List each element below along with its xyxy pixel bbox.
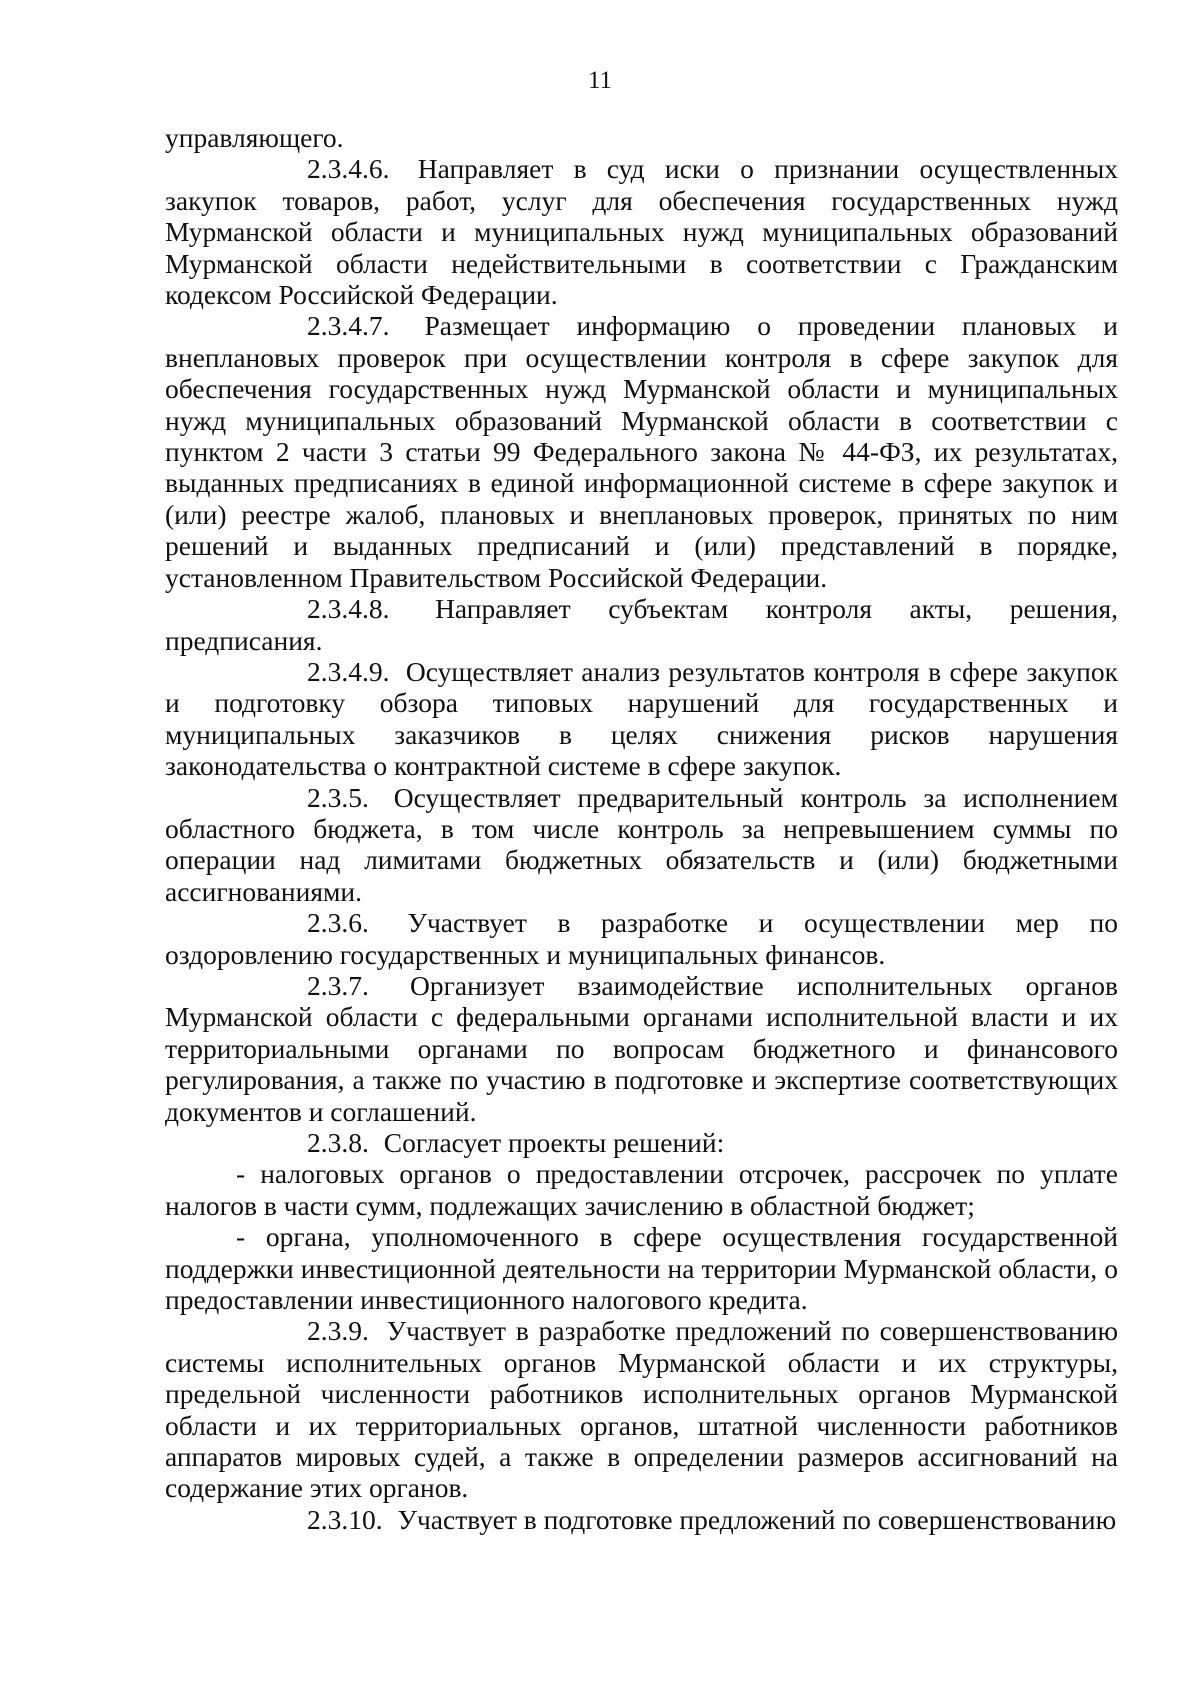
paragraph-text: Участвует в разработке предложений по совершенствованию системы исполнительных органов Мурманской области и их структуры, предельной численности работников исполнительных органов Мурманской области и их территориальных органов, штатной численности работников аппаратов мировых судей, а также в определении размеров ассигнований на содержание этих органов.	[165, 1315, 1119, 1504]
page-number: 11	[587, 67, 613, 94]
paragraph-text: Организует взаимодействие исполнительных органов Мурманской области с федеральными органами исполнительной власти и их территориальными органами по вопросам бюджетного и финансового регулирования, а также по участию в подготовке и экспертизе соответствующих документов и соглашений.	[165, 969, 1119, 1127]
paragraph-text: - налоговых органов о предоставлении отсрочек, рассрочек по уплате налогов в части сумм, подлежащих зачислению в областной бюджет;	[165, 1158, 1118, 1221]
paragraph-2-3-4-8	[165, 593, 1118, 656]
paragraph-number: 2.3.9.	[307, 1315, 369, 1347]
paragraph-2-3-4-6	[165, 153, 1118, 310]
paragraph-text: Осуществляет предварительный контроль за исполнением областного бюджета, в том числе контроль за непревышением суммы по операции над лимитами бюджетных обязательств и (или) бюджетными ассигнованиями.	[165, 781, 1118, 907]
paragraph-number: 2.3.4.7.	[307, 310, 390, 342]
paragraph-text: - органа, уполномоченного в сфере осуществления государственной поддержки инвестиционной деятельности на территории Мурманской области, о предоставлении инвестиционного налогового кредита.	[165, 1221, 1118, 1316]
paragraph-2-3-10	[165, 1504, 1118, 1535]
paragraph-number: 2.3.5.	[307, 781, 369, 813]
paragraph-2-3-5	[165, 782, 1118, 908]
paragraph-2-3-4-9	[165, 656, 1118, 782]
paragraph-continuation	[165, 122, 1118, 153]
paragraph-text: управляющего.	[165, 122, 344, 153]
paragraph-text: Направляет в суд иски о признании осуществленных закупок товаров, работ, услуг для обеспечения государственных нужд Мурманской области и муниципальных нужд муниципальных образований Мурманской области недействительными в соответствии с Гражданским кодексом Российской Федерации.	[165, 153, 1118, 311]
paragraph-2-3-4-7	[165, 310, 1118, 593]
paragraph-number: 2.3.4.6.	[307, 153, 390, 185]
paragraph-2-3-6	[165, 907, 1118, 970]
list-item-tax-authorities	[165, 1158, 1118, 1221]
document-body	[165, 122, 1118, 1535]
paragraph-2-3-8	[165, 1127, 1118, 1158]
paragraph-2-3-9	[165, 1315, 1118, 1503]
paragraph-text: Участвует в разработке и осуществлении мер по оздоровлению государственных и муниципальных финансов.	[165, 907, 1118, 970]
paragraph-2-3-7	[165, 970, 1118, 1127]
paragraph-number: 2.3.4.8.	[307, 593, 390, 625]
paragraph-text: Осуществляет анализ результатов контроля в сфере закупок и подготовку обзора типовых нарушений для государственных и муниципальных заказчиков в целях снижения рисков нарушения законодательства о контрактной системе в сфере закупок.	[165, 655, 1119, 782]
paragraph-number: 2.3.4.9.	[307, 655, 390, 687]
paragraph-text: Направляет субъектам контроля акты, решения, предписания.	[165, 593, 1118, 656]
paragraph-number: 2.3.8.	[307, 1127, 369, 1158]
paragraph-number: 2.3.7.	[307, 969, 369, 1001]
paragraph-text: Согласует проекты решений:	[383, 1127, 725, 1158]
list-item-authorized-body	[165, 1221, 1118, 1315]
paragraph-text: Участвует в подготовке предложений по совершенствованию	[397, 1503, 1117, 1535]
paragraph-number: 2.3.6.	[307, 907, 369, 939]
paragraph-number: 2.3.10.	[307, 1503, 383, 1535]
paragraph-text: Размещает информацию о проведении плановых и внеплановых проверок при осуществлении контроля в сфере закупок для обеспечения государственных нужд Мурманской области и муниципальных нужд муниципальных образований Мурманской области в соответствии с пунктом 2 части 3 статьи 99 Федерального закона № 44-ФЗ, их результатах, выданных предписаниях в единой информационной системе в сфере закупок и (или) реестре жалоб, плановых и внеплановых проверок, принятых по ним решений и выданных предписаний и (или) представлений в порядке, установленном Правительством Российской Федерации.	[165, 310, 1119, 593]
